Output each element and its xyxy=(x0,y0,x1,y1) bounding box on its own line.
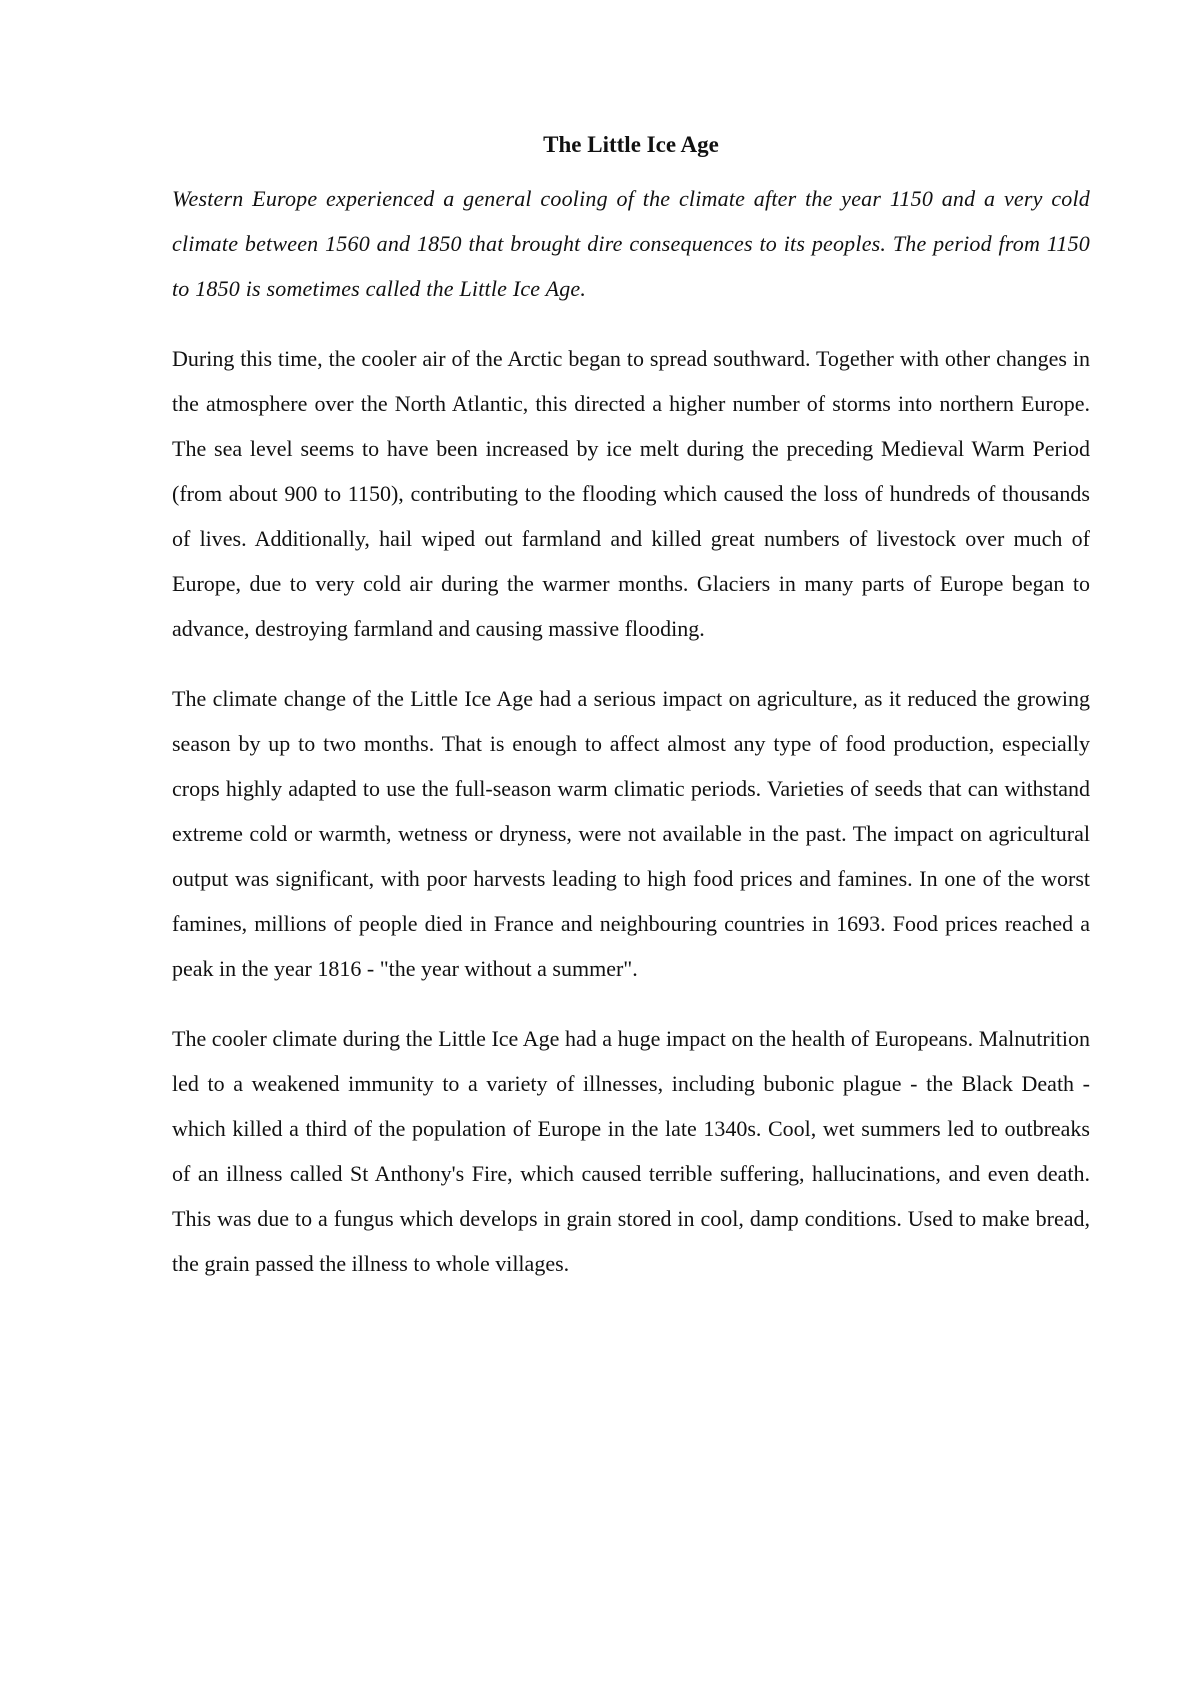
body-paragraph-3: The cooler climate during the Little Ice Age had a huge impact on the health of Europeans. Malnutrition led to a weakened immunity to a variety of illnesses, including bubonic plague - the Black Death - which killed a third of the population of Europe in the late 1340s. Cool, wet summers led to outbreaks of an illness called St Anthony's Fire, which caused terrible suffering, hallucinations, and even death. This was due to a fungus which develops in grain stored in cool, damp conditions. Used to make bread, the grain passed the illness to whole villages. xyxy=(172,1026,1090,1276)
body-paragraph-2: The climate change of the Little Ice Age had a serious impact on agriculture, as it reduced the growing season by up to two months. That is enough to affect almost any type of food production, especially crops highly adapted to use the full-season warm climatic periods. Varieties of seeds that can withstand extreme cold or warmth, wetness or dryness, were not available in the past. The impact on agricultural output was significant, with poor harvests leading to high food prices and famines. In one of the worst famines, millions of people died in France and neighbouring countries in 1693. Food prices reached a peak in the year 1816 - "the year without a summer". xyxy=(172,686,1090,981)
body-paragraph-1: During this time, the cooler air of the Arctic began to spread southward. Together with other changes in the atmosphere over the North Atlantic, this directed a higher number of storms into northern Europe. The sea level seems to have been increased by ice melt during the preceding Medieval Warm Period (from about 900 to 1150), contributing to the flooding which caused the loss of hundreds of thousands of lives. Additionally, hail wiped out farmland and killed great numbers of livestock over much of Europe, due to very cold air during the warmer months. Glaciers in many parts of Europe began to advance, destroying farmland and causing massive flooding. xyxy=(172,346,1090,641)
document-page xyxy=(172,128,1090,1311)
intro-paragraph: Western Europe experienced a general cooling of the climate after the year 1150 and a very cold climate between 1560 and 1850 that brought dire consequences to its peoples. The period from 1150 to 1850 is sometimes called the Little Ice Age. xyxy=(172,186,1090,301)
document-title: The Little Ice Age xyxy=(543,132,719,157)
